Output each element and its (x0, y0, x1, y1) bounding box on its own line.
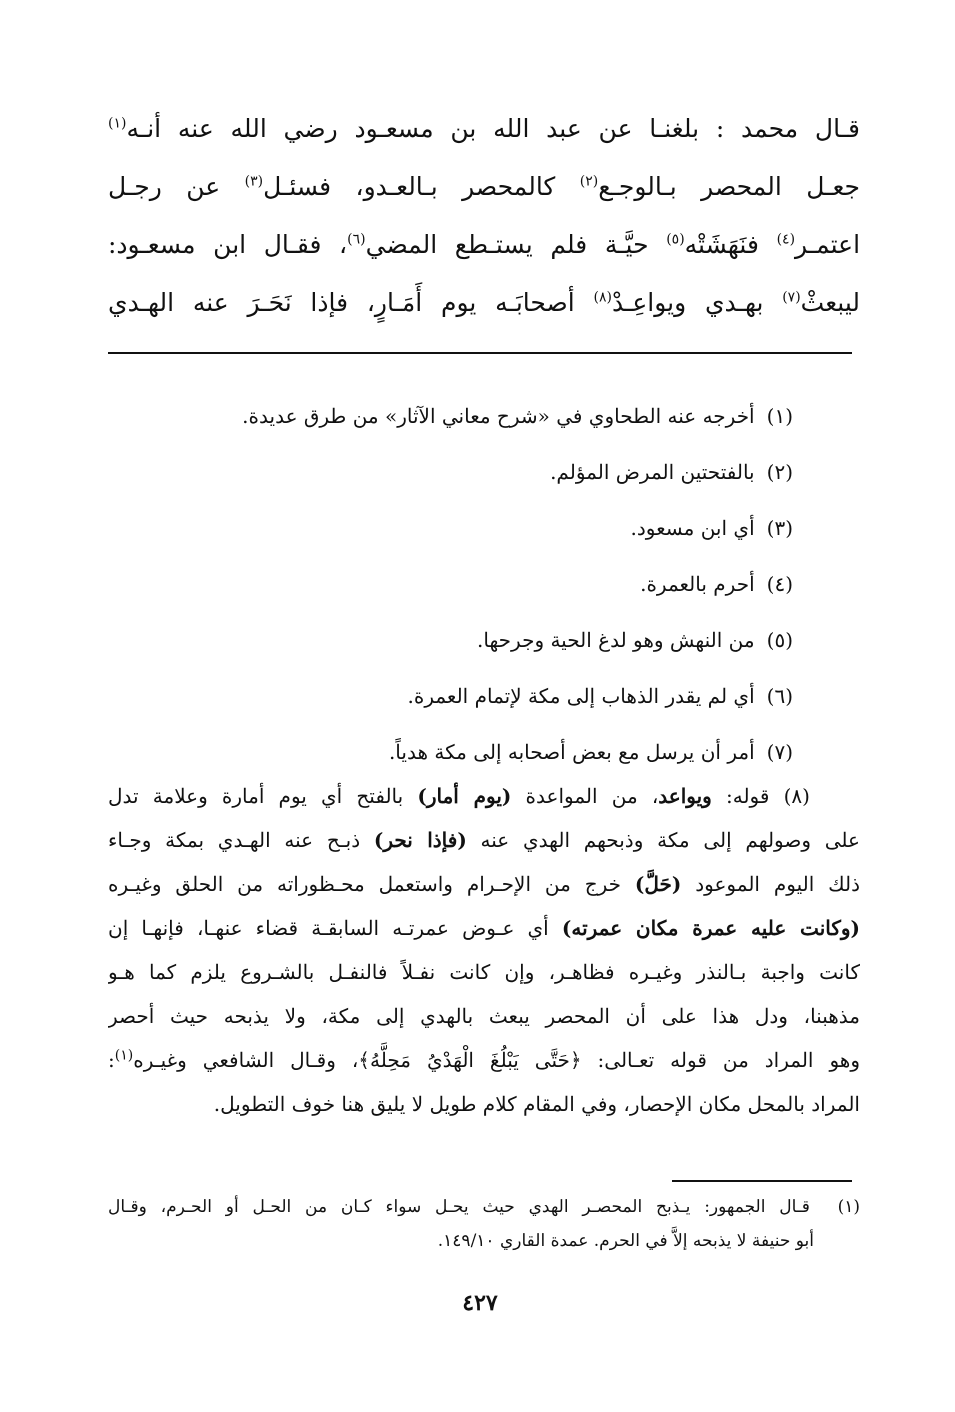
note-8-paragraph (108, 776, 860, 1128)
note-item (113, 452, 793, 508)
footnote-ref[interactable]: (٦) (347, 231, 366, 248)
note-number: (٥) (766, 628, 793, 652)
footnote-ref[interactable]: (٤) (776, 231, 796, 248)
section-divider (108, 352, 852, 354)
note8-line-8: المراد بالمحل مكان الإحصار، وفي المقام كلام طويل لا يليق هنا خوف التطويل. (213, 1092, 860, 1116)
note-item (113, 620, 793, 676)
footnote-number: (١) (837, 1197, 860, 1217)
footnote-ref[interactable]: (١) (114, 1047, 134, 1064)
footnote-ref[interactable]: (٧) (782, 289, 801, 306)
note8-line-1: (٨) قوله: ويواعد، من المواعدة (يوم أمار) بالفتح أي يوم أمارة وعلامة تدل (108, 784, 810, 808)
footnote-ref[interactable]: (٣) (244, 173, 264, 190)
note-number: (٤) (766, 572, 793, 596)
note8-line-3: ذلك اليوم الموعود (حَلَّ) خرج من الإحـرام واستعمل محـظوراته من الحلق وغيـره (108, 872, 860, 896)
note8-line-5: كانت واجبة بـالنذر وغيـره فظاهـر، وإن كانت نفـلاً فالنفـل بالشـروع يلزم كما هـو (108, 960, 860, 984)
note-text: أحرم بالعمرة. (640, 572, 755, 596)
main-line-2: جعـل المحصر بـالوجـع$^{(٢)}$ كالمحصر بـالعـدو، فسئـل$^{(٣)}$ عن رجـل (108, 172, 860, 201)
main-line-1: قـال محمد : بلغنـا عن عبد الله بن مسعـود رضي الله عنه أنـه$^{(١)}$ (108, 114, 860, 143)
note8-line-7: وهو المراد من قوله تعـالى: ﴿حَتَّى يَبْلُغَ الْهَدْيُ مَحِلَّهُ﴾، وقـال الشافعي وغيـره$^{(١)}$: (108, 1047, 860, 1072)
note-item (113, 676, 793, 732)
note-text: من النهش وهو لدغ الحية وجرحها. (477, 628, 755, 652)
note-number: (٦) (766, 684, 793, 708)
main-paragraph (108, 100, 860, 332)
note8-line-2: على وصولهم إلى مكة وذبحهم الهدي عنه (فإذا نحر) ذبـح عنه الهـدي بمكة وجـاء (108, 828, 860, 852)
main-line-4: ليبعثْ$^{(٧)}$ بهـدي ويواعِـدْ$^{(٨)}$ أصحابَـه يوم أَمَـارٍ، فإذا نَحَـرَ عنه الهـدي (108, 288, 860, 317)
note-text: أي ابن مسعود. (630, 516, 755, 540)
note-number: (١) (766, 404, 793, 428)
note-text: أي لم يقدر الذهاب إلى مكة لإتمام العمرة. (407, 684, 755, 708)
page-number: ٤٢٧ (462, 1290, 498, 1316)
note-number: (٣) (766, 516, 793, 540)
note-item (113, 396, 793, 452)
footnote-line-2: أبو حنيفة لا يذبحه إلاَّ في الحرم. عمدة القاري ١٤٩/١٠. (437, 1231, 814, 1251)
note8-line-6: مذهبنا، ودل هذا على أن المحصر يبعث بالهدي إلى مكة، ولا يذبحه حيث أحصر (108, 1004, 860, 1028)
note-number: (٢) (766, 460, 793, 484)
note-number: (٧) (766, 740, 793, 764)
footnote (108, 1190, 860, 1258)
note-number: (٨) (783, 784, 810, 808)
note-text: بالفتحتين المرض المؤلم. (550, 460, 755, 484)
notes-list (113, 396, 793, 788)
note8-line-4: (وكانت عليه عمرة مكان عمرته) أي عـوض عمرتـه السابقـة قضاء عنهـا، فإنهـا إن (108, 916, 860, 940)
footnote-divider (672, 1180, 852, 1182)
note-item (113, 508, 793, 564)
footnote-ref[interactable]: (٢) (579, 173, 599, 190)
footnote-ref[interactable]: (١) (108, 115, 127, 132)
main-line-3: اعتمـر$^{(٤)}$ فنَهَشَتْه$^{(٥)}$ حيَّـة فلم يستـطع المضي$^{(٦)}$، فقـال ابن مسعـود: (108, 230, 860, 259)
footnote-line-1: (١) قـال الجمهور: يـذبح المحصـر الهدي حيث يحـل سواء كـان من الحـل أو الحـرم، وقـال (108, 1197, 860, 1217)
footnote-ref[interactable]: (٨) (593, 289, 612, 306)
note-text: أخرجه عنه الطحاوي في «شرح معاني الآثار» من طرق عديدة. (242, 404, 755, 428)
footnote-ref[interactable]: (٥) (666, 231, 685, 248)
note-item (113, 564, 793, 620)
note-text: أمر أن يرسل مع بعض أصحابه إلى مكة هدياً. (388, 740, 755, 764)
